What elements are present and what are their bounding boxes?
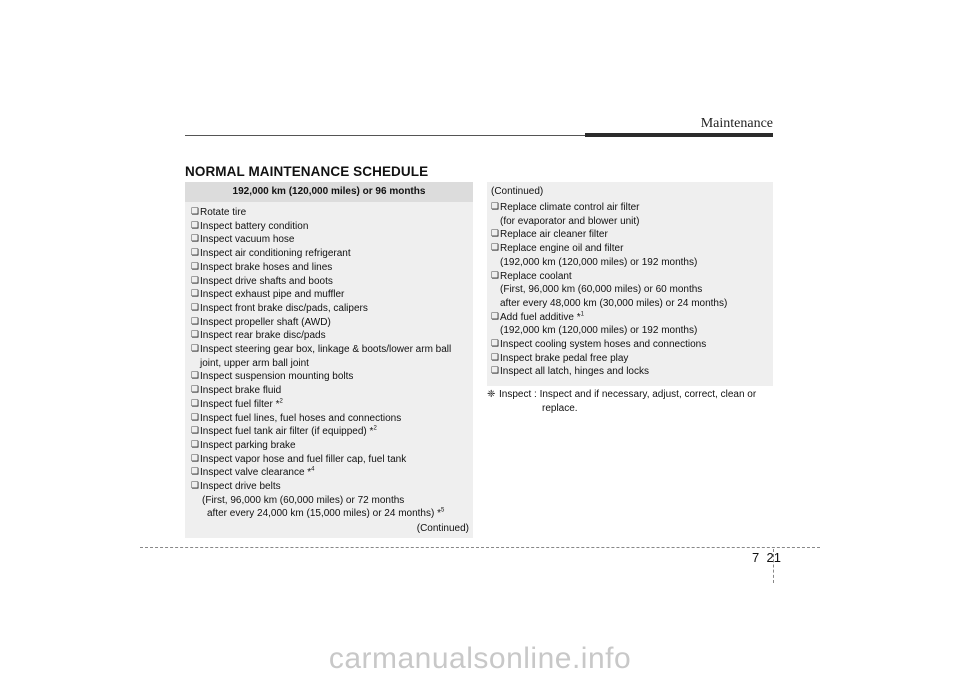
list-item: ❏ Inspect vacuum hose bbox=[191, 233, 469, 247]
list-item: ❏ Inspect propeller shaft (AWD) bbox=[191, 316, 469, 330]
steering-line-1: ❏ Inspect steering gear box, linkage & boots/lower arm ball bbox=[200, 344, 452, 356]
list-item bbox=[191, 466, 469, 480]
left-schedule-panel bbox=[185, 182, 473, 538]
additive-text: Add fuel additive * bbox=[500, 311, 581, 323]
coolant-line-1: ❏ Replace coolant bbox=[500, 270, 572, 282]
list-item: ❏ Inspect parking brake bbox=[191, 439, 469, 453]
list-item: ❏ Replace air cleaner filter bbox=[491, 228, 769, 242]
list-item: ❏ Inspect suspension mounting bolts bbox=[191, 370, 469, 384]
footnote-ref: 1 bbox=[580, 311, 584, 318]
page-number-value: 21 bbox=[766, 550, 781, 565]
right-checklist bbox=[487, 199, 773, 379]
footer-divider bbox=[140, 547, 820, 548]
page-number-divider bbox=[773, 549, 774, 583]
tank-filter-text: Inspect fuel tank air filter (if equipped) * bbox=[200, 426, 374, 438]
list-item: ❏ Inspect vapor hose and fuel filler cap, fuel tank bbox=[191, 453, 469, 467]
climate-line-1: ❏ Replace climate control air filter bbox=[500, 202, 640, 213]
inspect-footnote bbox=[487, 388, 773, 415]
chapter-number: 7 bbox=[752, 550, 760, 565]
list-item: ❏ Inspect cooling system hoses and connections bbox=[491, 338, 769, 352]
page-number bbox=[752, 550, 781, 565]
list-item: ❏ Inspect rear brake disc/pads bbox=[191, 329, 469, 343]
oil-line-2: (192,000 km (120,000 miles) or 192 months) bbox=[500, 256, 698, 268]
climate-line-2: (for evaporator and blower unit) bbox=[500, 215, 640, 227]
list-item bbox=[491, 311, 769, 338]
list-item bbox=[191, 398, 469, 412]
list-item bbox=[191, 480, 469, 494]
list-item bbox=[491, 242, 769, 269]
footnote-text: Inspect and if necessary, adjust, correct, clean or bbox=[539, 389, 757, 400]
list-item bbox=[491, 201, 769, 228]
list-item: ❏ Inspect all latch, hinges and locks bbox=[491, 365, 769, 379]
fuel-filter-text: Inspect fuel filter * bbox=[200, 398, 280, 410]
list-item: ❏ Inspect exhaust pipe and muffler bbox=[191, 288, 469, 302]
list-item bbox=[191, 343, 469, 370]
belts-line-3-text: after every 24,000 km (15,000 miles) or 24 months) * bbox=[207, 508, 441, 520]
right-schedule-panel bbox=[487, 182, 773, 386]
left-checklist bbox=[185, 202, 473, 494]
belts-line-2: (First, 96,000 km (60,000 miles) or 72 months bbox=[202, 494, 405, 506]
list-item: ❏ Inspect battery condition bbox=[191, 220, 469, 234]
coolant-line-2: (First, 96,000 km (60,000 miles) or 60 months bbox=[500, 284, 703, 296]
list-item bbox=[191, 425, 469, 439]
additive-line-2: (192,000 km (120,000 miles) or 192 months) bbox=[500, 325, 698, 337]
list-item bbox=[491, 270, 769, 311]
continued-label: (Continued) bbox=[416, 523, 469, 534]
list-item: ❏ Inspect front brake disc/pads, calipers bbox=[191, 302, 469, 316]
footnote-ref: 5 bbox=[441, 508, 445, 515]
list-item: ❏ Inspect fuel lines, fuel hoses and connections bbox=[191, 412, 469, 426]
section-title: NORMAL MAINTENANCE SCHEDULE bbox=[185, 164, 429, 179]
interval-heading: 192,000 km (120,000 miles) or 96 months bbox=[185, 182, 473, 202]
footnote-ref: 2 bbox=[373, 425, 377, 432]
belts-detail bbox=[185, 494, 473, 521]
coolant-line-3: after every 48,000 km (30,000 miles) or 24 months) bbox=[500, 297, 728, 309]
footnote-ref: 4 bbox=[311, 467, 315, 474]
header-rule-accent bbox=[585, 133, 773, 137]
list-item: ❏ Rotate tire bbox=[191, 206, 469, 220]
belts-text: ❏ Inspect drive belts bbox=[200, 481, 281, 493]
footnote-label: Inspect : bbox=[499, 389, 537, 400]
continued-label: (Continued) bbox=[491, 186, 544, 197]
list-item: ❏ Inspect drive shafts and boots bbox=[191, 275, 469, 289]
footnote-text-line-2: replace. bbox=[542, 402, 578, 414]
steering-line-2: joint, upper arm ball joint bbox=[200, 357, 309, 369]
oil-line-1: ❏ Replace engine oil and filter bbox=[500, 243, 624, 255]
list-item: ❏ Inspect air conditioning refrigerant bbox=[191, 247, 469, 261]
valve-text: Inspect valve clearance * bbox=[200, 467, 312, 479]
page-header-title: Maintenance bbox=[700, 116, 773, 131]
header-rule bbox=[185, 135, 585, 136]
watermark: carmanualsonline.info bbox=[328, 642, 632, 675]
additive-line-1 bbox=[500, 311, 769, 325]
belts-line-3 bbox=[191, 507, 469, 521]
list-item: ❏ Inspect brake pedal free play bbox=[491, 352, 769, 366]
note-symbol-icon: ❈ bbox=[487, 389, 496, 400]
footnote-ref: 2 bbox=[279, 398, 283, 405]
list-item: ❏ Inspect brake fluid bbox=[191, 384, 469, 398]
list-item: ❏ Inspect brake hoses and lines bbox=[191, 261, 469, 275]
